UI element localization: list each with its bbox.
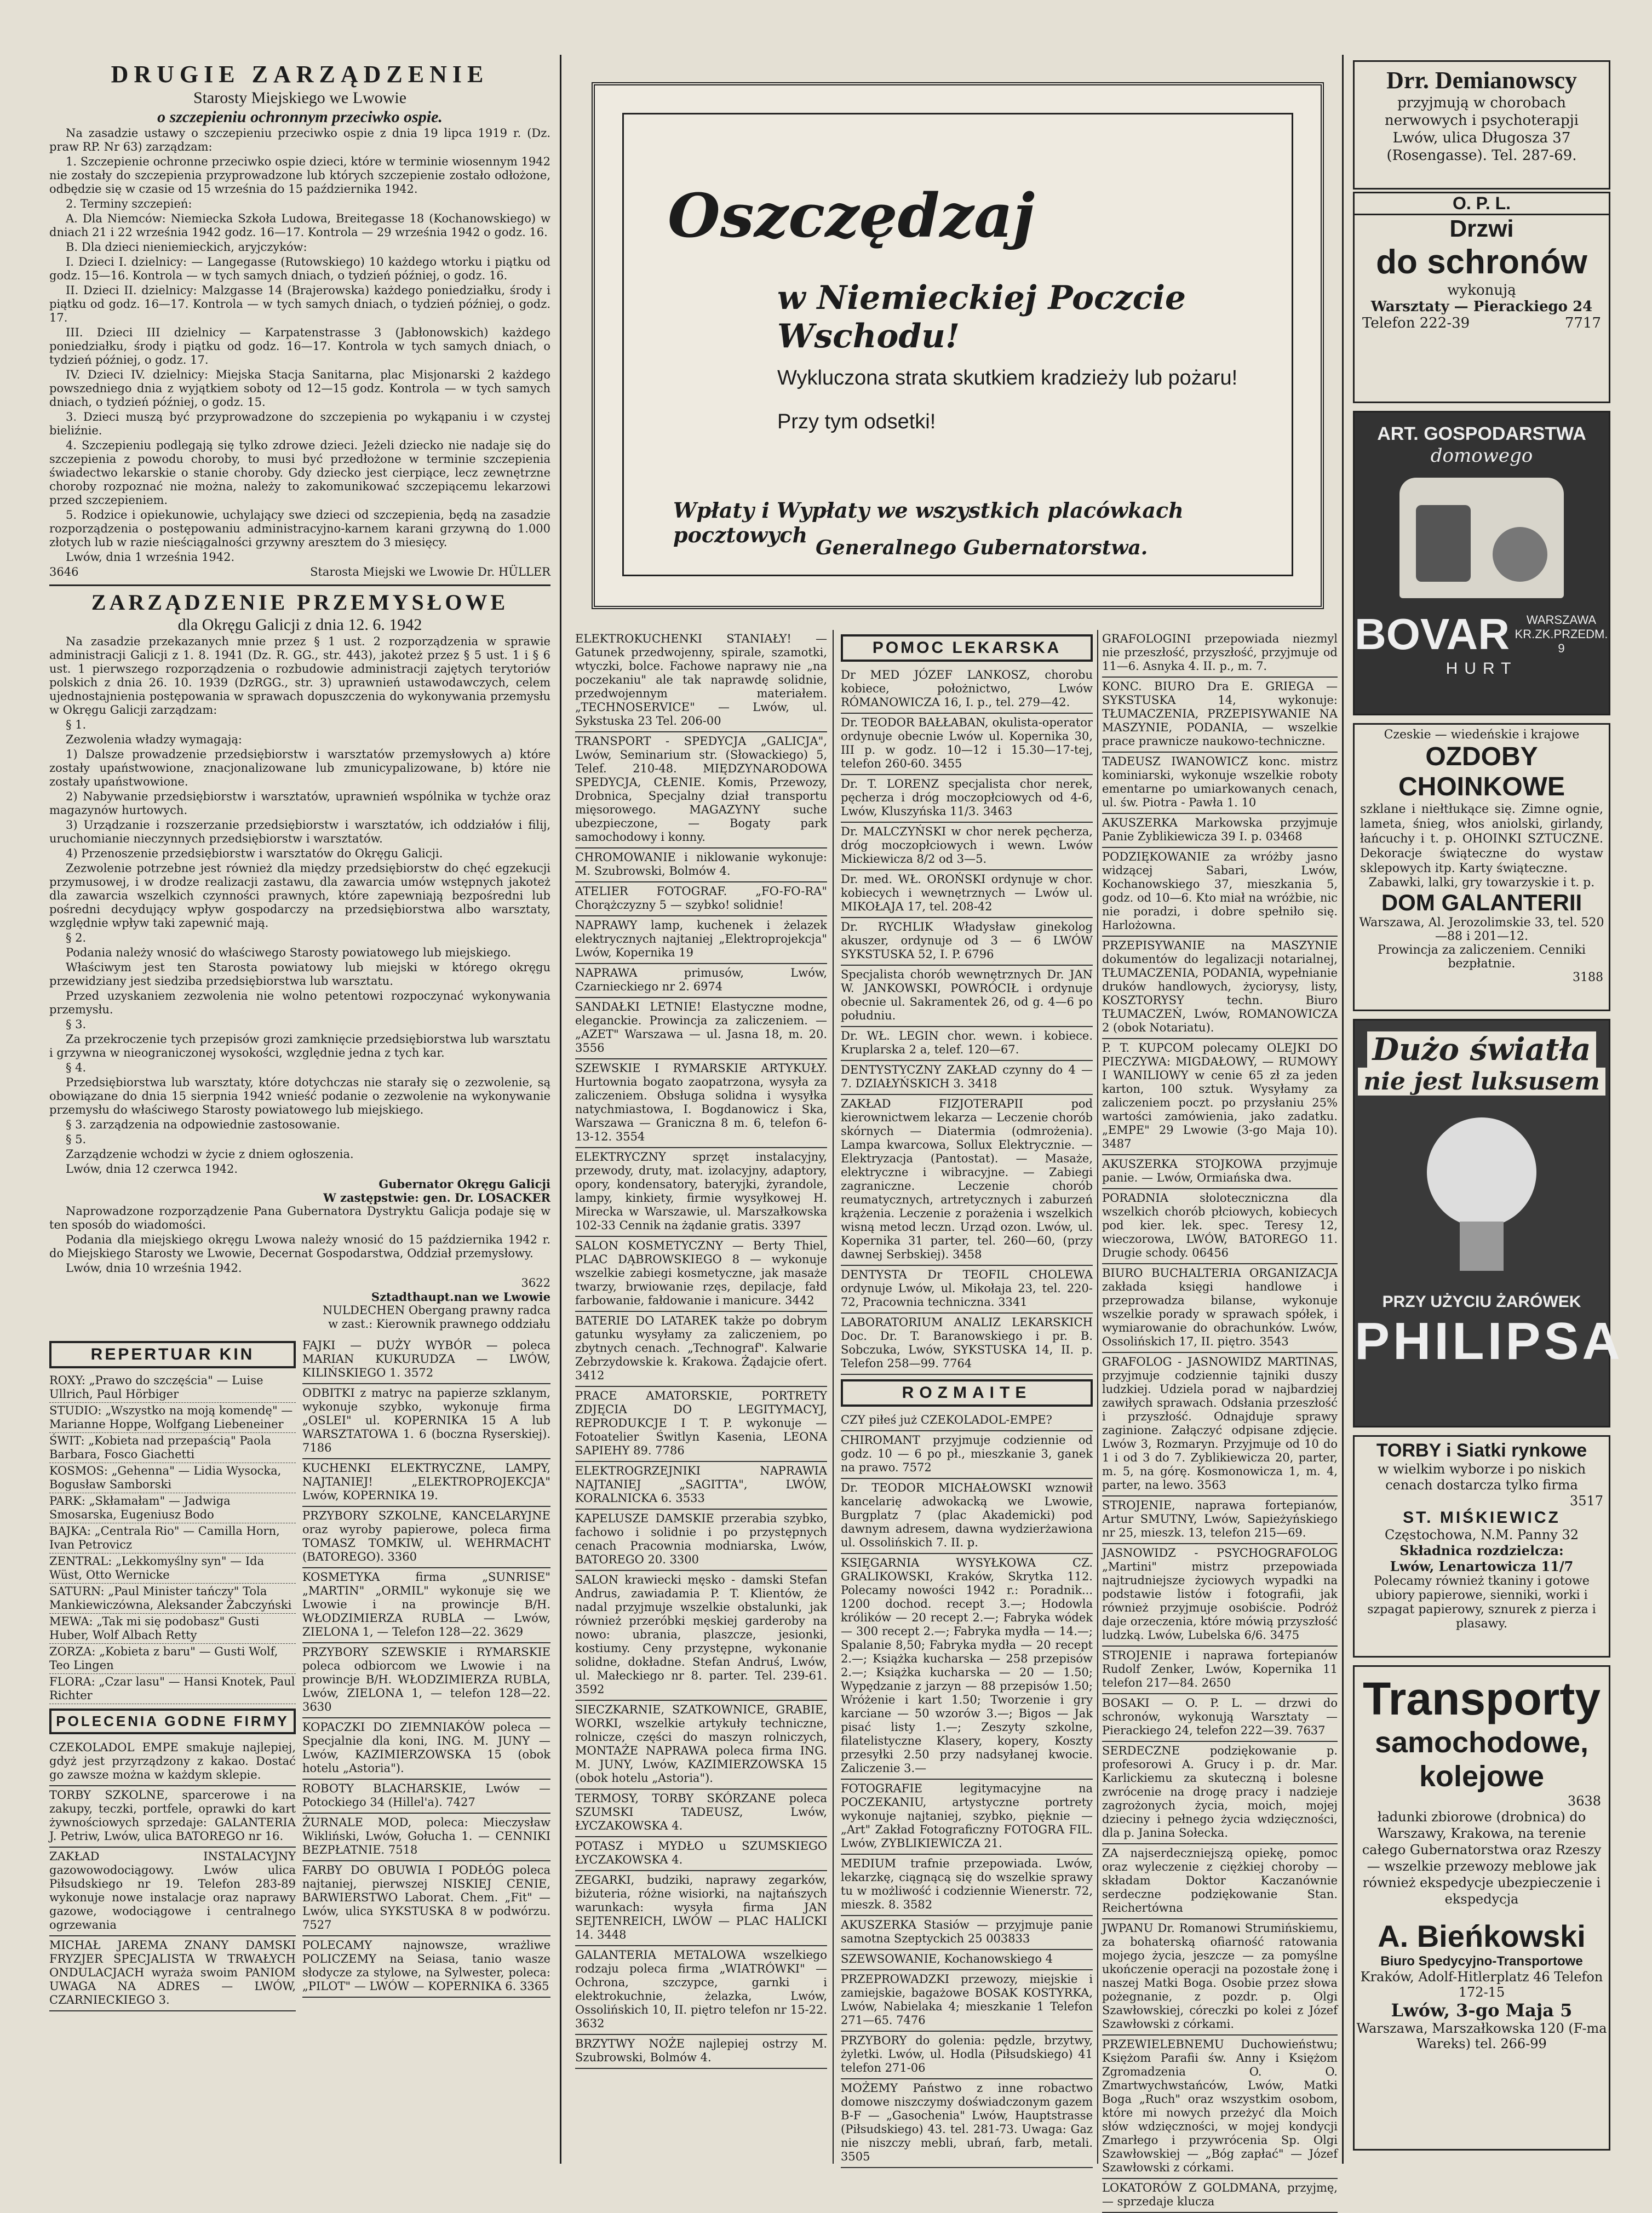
- ad-footer-2: Generalnego Gubernatorstwa.: [816, 536, 1148, 559]
- polecenia-title: POLECENIA GODNE FIRMY: [49, 1709, 296, 1734]
- column-2: [575, 630, 827, 2164]
- ad-item: MOŻEMY Państwo z inne robactwo domowe niszczymy doświadczonym gazem B-F — „Gasochenia" Lwów, Hauptstrasse (Piłsudskiego) 43. tel. 281-73. Uwaga: Gaz nie niszczy mebli, ubrań, farb, metali. 3505: [841, 2079, 1093, 2168]
- torby-addr: Częstochowa, N.M. Panny 32: [1384, 1527, 1579, 1543]
- ad-item: TORBY SZKOLNE, sparcerowe i na zakupy, teczki, portfele, oprawki do kart żywnościowych sprzedaje: GALANTERIA J. Petriw, Lwów, ulica BATOREGO nr 16.: [49, 1786, 296, 1848]
- ad-item: JWPANU Dr. Romanowi Strumińskiemu, za bohaterską ofiarność ratowania mojego życia, jeszcze — za pomyślne ukończenie operacji na pozostałe żonę i naszej Matki Boga. Osobie przez słowa pożegnanie, z pozdr. p. Olgi Szawłowskiej, córeczki po kolei z Józef Szawłowski z córkami.: [1102, 1919, 1338, 2036]
- ad-item: POTASZ i MYDŁO u SZUMSKIEGO ŁYCZAKOWSKA 4.: [575, 1837, 827, 1871]
- ad-item: PRACE AMATORSKIE, PORTRETY ZDJĘCIA DO LEGITYMACYJ, REPRODUKCJE I T. P. wykonuje — Fotoatelier Świtlyn Kasenia, LEONA SAPIEHY 89. 7786: [575, 1387, 827, 1462]
- ad-item: SALON KOSMETYCZNY — Berty Thiel, PLAC DĄBROWSKIEGO 8 — wykonuje wszelkie zabiegi kosmetyczne, jak masaże twarzy, brwiowanie rzęs, depilacje, fałd farbowanie, fałdowanie i manicure. 3442: [575, 1237, 827, 1312]
- opl-schron: do schronów: [1376, 243, 1587, 281]
- ad-item: NAPRAWA primusów, Lwów, Czarnieckiego nr 2. 6974: [575, 964, 827, 998]
- cinema-item: SATURN: „Paul Minister tańczy" Tola Mankiewiczówna, Aleksander Żabczyński: [49, 1584, 296, 1614]
- ad-item: CHROMOWANIE i niklowanie wykonuje: M. Szubrowski, Bolmów 4.: [575, 848, 827, 882]
- decree1-signer: Starosta Miejski we Lwowie Dr. HÜLLER: [310, 565, 550, 578]
- paragraph: 2) Nabywanie przedsiębiorstw i warsztatów, uprawnień wspólnika w tychże oraz magazynów hurtowych.: [49, 790, 550, 817]
- ad-item: AKUSZERKA Stasiów — przyjmuje panie samotna Szeptyckich 25 003833: [841, 1916, 1093, 1950]
- cinema-item: ZORZA: „Kobieta z baru" — Gusti Wolf, Teo Lingen: [49, 1644, 296, 1674]
- paragraph: Zezwolenie potrzebne jest również dla między przedsiębiorstw do chęć egzekucji przymusowej, i w drodze realizacji zastawu, dla zawarcia umów wstępnych jakoteż dla zawarcia wszelkich czynności prawnych, które zapewniają bezpośredni lub pośredni decydujący wpływ gospodarczy na przedsiębiorstwa albo warsztaty, względnie wpływ taki zapewnić mają.: [49, 862, 550, 930]
- ad-item: Dr. MALCZYŃSKI w chor nerek pęcherza, dróg moczopłciowych i wewn. Lwów Mickiewicza 8/2 od 3—5.: [841, 823, 1093, 870]
- paragraph: Przed uzyskaniem zezwolenia nie wolno petentowi rozpoczynać wykonywania przemysłu.: [49, 989, 550, 1016]
- column-rule: [560, 55, 561, 2164]
- ad-item: DENTYSTYCZNY ZAKŁAD czynny do 4 — 7. DZIAŁYŃSKICH 3. 3418: [841, 1061, 1093, 1095]
- post-savings-ad: [592, 82, 1324, 609]
- decree2-signature-4: NULDECHEN Obergang prawny radca: [322, 1304, 550, 1317]
- paragraph: 1) Dalsze prowadzenie przedsiębiorstw i warsztatów przemysłowych a) które zostały upaństwowione, znacjonalizowane lub zmunicypalizowane, b) które nie zostały upaństwowione.: [49, 748, 550, 788]
- paragraph: Naprowadzone rozporządzenie Pana Gubernatora Dystryktu Galicja podaje się w ten sposób do wiadomości.: [49, 1205, 550, 1231]
- paragraph: § 2.: [66, 931, 87, 944]
- ozdoby-title: OZDOBY CHOINKOWE: [1398, 742, 1565, 801]
- ad-item: KAPELUSZE DAMSKIE przerabia szybko, fachowo i solidnie i po przystępnych cenach Pracownia modniarska, Lwów, BATOREGO 20. 3300: [575, 1510, 827, 1571]
- ozdoby-no: 3188: [1573, 971, 1603, 984]
- ad-headline: Oszczędzaj: [668, 180, 1035, 251]
- ad-item: SZEWSOWANIE, Kochanowskiego 4: [841, 1950, 1093, 1970]
- pomoc-list: [841, 666, 1093, 1375]
- paragraph: II. Dzieci II. dzielnicy: Malzgasse 14 (Brajerowska) każdego poniedziałku, środy i piątku od godz. 16—17. Kontrola — w tych samych dniach, o tydzień później, o godz. 17.: [49, 284, 550, 324]
- demianowscy-ad: [1353, 60, 1610, 190]
- torby-text: w wielkim wyborze i po niskich cenach dostarcza tylko firma: [1377, 1461, 1586, 1493]
- ad-item: PRZYBORY SZEWSKIE i RYMARSKIE poleca odbiorcom we Lwowie i na prowincje B/H. WŁODZIMIERZA RUBLA, Lwów, ZIELONA 1, — telefon 128—22. 3630: [302, 1643, 550, 1718]
- torby-lwow: Lwów, Lenartowicza 11/7: [1390, 1558, 1574, 1574]
- paragraph: Lwów, dnia 12 czerwca 1942.: [66, 1162, 238, 1176]
- ad-item: Dr. RYCHLIK Władysław ginekolog akuszer, ordynuje od 3 — 6 LWÓW SYKSTUSKA 52, I. P. 6796: [841, 918, 1093, 966]
- bovar-addr: KR.ZK.PRZEDM. 9: [1515, 627, 1608, 655]
- transporty-lwow: Lwów, 3-go Maja 5: [1391, 2000, 1573, 2021]
- ad-item: FOTOGRAFIE legitymacyjne na POCZEKANIU, artystyczne portrety wykonuje najtaniej, szybko, pięknie — „Art" Zakład Fotograficzny FOTOGRA FIL. Lwów, ZYBLIKIEWICZA 21.: [841, 1780, 1093, 1855]
- ad-item: KUCHENKI ELEKTRYCZNE, LAMPY, NAJTANIEJ! „ELEKTROPROJEKCJA" Lwów, KOPERNIKA 19.: [302, 1459, 550, 1507]
- ad-item: BRZYTWY NOŻE najlepiej ostrzy M. Szubrowski, Bolmów 4.: [575, 2035, 827, 2069]
- ad-item: NAPRAWY lamp, kuchenek i żelazek elektrycznych najtaniej „Elektroprojekcja" Lwów, Kopernika 19: [575, 916, 827, 964]
- paragraph: I. Dzieci I. dzielnicy: — Langegasse (Rutowskiego) 10 każdego wtorku i piątku od godz. 15—16. Kontrola — w tych samych dniach, o tydzień później, o godz. 16.: [49, 255, 550, 282]
- ad-item: BATERIE DO LATAREK także po dobrym gatunku wysyłamy za zaliczeniem, po zbytnych cenach. „Technograf". Kalwarie Zebrzydowskie k. Krakowa. Żądajcie ofert. 3412: [575, 1312, 827, 1387]
- torby-name: ST. MIŚKIEWICZ: [1403, 1509, 1561, 1527]
- bovar-ad: [1353, 411, 1610, 715]
- paragraph: Na zasadzie przekazanych mnie przez § 1 ust. 2 rozporządzenia w sprawie administracji Galicji z 1. 8. 1941 (Dz. R. GG., str. 443), jakoteż przez § 5 ust. 1 i § 6 ust. 1 pierwszego rozporządzenia o rozbudowie administracji zajętych terytoriów polskich z dnia 26. 10. 1939 (DzRGG., str. 3) uprawnień ustawodawczych, celem ujednostajnienia postępowania w sprawach dopuszczenia do wykonywania przemysłu w Okręgu Galicji zarządzam:: [49, 635, 550, 716]
- paragraph: Właściwym jest ten Starosta powiatowy lub miejski w którego okręgu przewidziany jest siedziba przedsiębiorstwa lub warsztatu.: [49, 961, 550, 988]
- cinema-item: KOSMOS: „Gehenna" — Lidia Wysocka, Bogusław Samborski: [49, 1463, 296, 1493]
- paragraph: § 5.: [66, 1133, 87, 1146]
- bovar-hurt: HURT: [1446, 660, 1518, 678]
- ad-item: LOKATORÓW Z GOLDMANA, przyjmę, — sprzedaje klucza: [1102, 2179, 1338, 2213]
- bovar-row: [1355, 609, 1609, 660]
- ad-item: JASNOWIDZ - PSYCHOGRAFOLOG „Martini" mistrz przepowiada najtrudniejsze życiowych wypadki na podstawie listów i fotografii, jak również przyjmuje osobiście. Podróż daje orzeczenia, które mówią przyszłość ludzką. Lwów, Lubelska 6/6. 3475: [1102, 1544, 1338, 1647]
- ad-item: BOSAKI — O. P. L. — drzwi do schronów, wykonują Warsztaty — Pierackiego 24, telefon 222—39. 7637: [1102, 1694, 1338, 1742]
- bovar-city: WARSZAWA: [1526, 613, 1597, 627]
- ad-item: SIECZKARNIE, SZATKOWNICE, GRABIE, WORKI, wszelkie artykuły techniczne, rolnicze, części do maszyn rolniczych, MONTAŻE NAPRAWA poleca firma ING. M. JUNY, Lwów, KAZIMIERZOWSKA 15 (obok hotelu „Astoria").: [575, 1701, 827, 1790]
- ad-item: PODZIĘKOWANIE za wróżby jasno widzącej Sabari, Lwów, Kochanowskiego 37, mieszkania 5, godz. od 10—6. Kto miał na wróżbie, nic nie poradzi, i dobre spełniło się. Harlożowna.: [1102, 848, 1338, 937]
- demianowscy-title: Drr. Demianowscy: [1386, 67, 1577, 94]
- ad-item: STROJENIE i naprawa fortepianów Rudolf Zenker, Lwów, Kopernika 11 telefon 217—84. 2650: [1102, 1647, 1338, 1694]
- paragraph: Podania należy wnosić do właściwego Starosty powiatowego lub miejskiego.: [66, 946, 511, 959]
- cinema-item: ZENTRAL: „Lekkomyślny syn" — Ida Wüst, Otto Wernicke: [49, 1553, 296, 1584]
- decree2-body-2: [49, 1205, 550, 1275]
- column-2b: [302, 1337, 550, 2011]
- ad-item: Dr MED JÓZEF LANKOSZ, chorobu kobiece, położnictwo, Lwów RÓMANOWICZA 16, I. p., tel. 279—42.: [841, 666, 1093, 714]
- decree1-subtitle: Starosty Miejskiego we Lwowie: [193, 89, 407, 107]
- ad-item: AKUSZERKA STOJKOWA przyjmuje panie. — Lwów, Ormiańska dwa.: [1102, 1155, 1338, 1189]
- ad-footer-1: Wpłaty i Wypłaty we wszystkich placówkach pocztowych: [673, 498, 1184, 547]
- demianowscy-text: przyjmują w chorobach nerwowych i psychoterapji Lwów, ulica Długosza 37 (Rosengasse). Tel. 287-69.: [1385, 95, 1579, 164]
- paragraph: Podania dla miejskiego okręgu Lwowa należy wnosić do 15 października 1942 r. do Miejskiego Starosty we Lwowie, Decernat Gospodarstwa, Oddział przemysłowy.: [49, 1233, 550, 1260]
- transporty-text: ładunki zbiorowe (drobnica) do Warszawy, Krakowa, na terenie całego Gubernatorstwa oraz Rzeszy — wszelkie przewozy meblowe jak również ekspedycje ubezpieczenie i ekspedycja: [1362, 1809, 1602, 1907]
- rozmaite-list: [841, 1411, 1093, 2168]
- decree2-subtitle: dla Okręgu Galicji z dnia 12. 6. 1942: [177, 616, 422, 634]
- household-items-illustration: [1399, 478, 1564, 598]
- ad-item: GALANTERIA METALOWA wszelkiego rodzaju poleca firma „WIATRÓWKI" — Ochrona, szczypce, garnki i elektrokuchnie, żelazka, Lwów, Ossolińskich 10, II. piętro telefon nr 15-22. 3632: [575, 1946, 827, 2035]
- ad-item: ŻURNALE MOD, poleca: Mieczysław Wikliński, Lwów, Gołucha 1. — CENNIKI BEZPŁATNIE. 7518: [302, 1814, 550, 1861]
- ad-item: SERDECZNE podziękowanie p. profesorowi A. Grucy i p. dr. Mar. Karlickiemu za skuteczną i bolesne zwrócenie na drogę pracy i nadzieje zagrożonych życia, moich, mojej dzieciny i pełnego życia wdzięczności, dla p. Janina Sołecka.: [1102, 1742, 1338, 1844]
- transporty-krak: Kraków, Adolf-Hitlerplatz 46 Telefon 172-15: [1360, 1969, 1603, 2000]
- transporty-title: Transporty: [1362, 1673, 1601, 1724]
- transporty-name: A. Bieńkowski: [1378, 1919, 1586, 1953]
- paragraph: § 3.: [66, 1018, 87, 1031]
- paragraph: 2. Terminy szczepień:: [66, 197, 192, 210]
- ad-item: BIURO BUCHALTERIA ORGANIZACJA zakłada księgi handlowe i przeprowadza bilanse, wykonuje wszelkie porady w sprawach spółek, i wymiarowanie do obrachunków. Lwów, Ossolińskich 17, II. piętro. 3543: [1102, 1264, 1338, 1353]
- paragraph: § 3. zarządzenia na odpowiednie zastosowanie.: [66, 1118, 340, 1131]
- ad-item: PORADNIA słoloteczniczna dla wszelkich chorób płciowych, kobiecych pod kier. lek. spec. Teresy 12, wieczorowa, LWÓW, BATOREGO 11. Drugie schody. 06456: [1102, 1189, 1338, 1264]
- transporty-no: 3638: [1567, 1793, 1601, 1809]
- bulb-illustration: [1416, 1117, 1547, 1282]
- ad-item: PRZEPROWADZKI przewozy, miejskie i zamiejskie, bagażowe BOSAK KOSTYRKA, Lwów, Nabielaka 4; mieszkanie 1 Telefon 271—65. 7476: [841, 1970, 1093, 2032]
- philips-slogan-2: nie jest luksusem: [1358, 1068, 1605, 1096]
- ad-item: P. T. KUPCOM polecamy OLEJKI DO PIECZYWA: MIGDAŁOWY, — RUMOWY I WANILIOWY w cenie 65 zł za jeden karton, 100 sztuk. Wysyłamy za zaliczeniem poczt. po przysłaniu 25% wartości zamówienia, jako zadatku. „EMPE" 29 Lwowie (3-go Maja 10). 3487: [1102, 1039, 1338, 1155]
- decree1-subtitle-2: o szczepieniu ochronnym przeciwko ospie.: [157, 108, 443, 126]
- ad-item: ODBITKI z matryc na papierze szklanym, wykonuje szybko, wykonuje firma „OSLEI" ul. KOPERNIKA 15 A lub WARSZTATOWA 1. 6 (boczna Ryserskiej). 7186: [302, 1384, 550, 1459]
- paragraph: 4. Szczepieniu podlegają się tylko zdrowe dzieci. Jeżeli dziecko nie nadaje się do szczepienia z powodu choroby, to musi być przedłożone w terminie szczepienia świadectwo lekarskie o stanie choroby. Gdy dziecko jest cierpiące, lecz zewnętrzne choroby rozpoznać nie można, należy to zakomunikować szczepiącemu lekarzowi przed szczepieniem.: [49, 439, 550, 507]
- ozdoby-dom: DOM GALANTERII: [1381, 890, 1582, 915]
- column-1: [49, 60, 550, 2186]
- decree2-signature-5: w zast.: Kierownik prawnego oddziału: [328, 1317, 550, 1331]
- decree2-signature-1: Gubernator Okręgu Galicji: [378, 1177, 550, 1191]
- ad-item: CZEKOLADOL EMPE smakuje najlepiej, gdyż jest przyrządzony z kakao. Dostać go zawsze można w każdym sklepie.: [49, 1739, 296, 1786]
- philips-name: PHILIPSA: [1355, 1312, 1624, 1371]
- ozdoby-top: Czeskie — wiedeńskie i krajowe: [1384, 728, 1580, 742]
- decree1-title: DRUGIE ZARZĄDZENIE: [111, 61, 489, 88]
- paragraph: Lwów, dnia 1 września 1942.: [66, 551, 235, 564]
- ad-item: AKUSZERKA Markowska przyjmuje Panie Zyblikiewicza 39 I. p. 03468: [1102, 814, 1338, 848]
- transporty-sub-2: kolejowe: [1419, 1760, 1545, 1793]
- ozdoby-prov: Prowincja za zaliczeniem. Cenniki bezpłatnie.: [1378, 943, 1586, 971]
- paragraph: Zezwolenia władzy wymagają:: [66, 733, 242, 746]
- ad-line-1: Wykluczona strata skutkiem kradzieży lub pożaru!: [777, 366, 1238, 389]
- paragraph: Zarządzenie wchodzi w życie z dniem ogłoszenia.: [66, 1148, 354, 1161]
- ad-item: MICHAŁ JAREMA ZNANY DAMSKI FRYZJER SPECJALISTA W TRWAŁYCH ONDULACJACH wyraża swoim PANIOM UWAGA NA ADRES — LWÓW, CZARNIECKIEGO 3.: [49, 1936, 296, 2011]
- column-5: [1353, 60, 1624, 2186]
- ad-item: Specjalista chorób wewnętrznych Dr. JAN W. JANKOWSKI, POWRÓCIŁ i ordynuje obecnie ul. Sakramentek 26, od g. 4—6 po południu.: [841, 966, 1093, 1027]
- paragraph: § 4.: [66, 1061, 87, 1074]
- ad-item: KSIĘGARNIA WYSYŁKOWA CZ. GRALIKOWSKI, Kraków, Skrytka 112. Polecamy nowości 1942 r.: Poradnik... 1200 dochod. recept 3.—; Hodowla królików — 20 recept 2.—; Fabryka wódek — 300 recept 2.—; Fabryka mydła — 14.—; Spalanie 8,50; Fabryka mydła — 20 recept 2.—; Książka kucharska — 258 przepisów 2.—; Książka kucharska — 20 — 1.50; Wypędzanie z jarzyn — 88 przepisów 1.50; Wróżenie i kart 1.50; Tworzenie i gry karciane — 50 wzorów 3.—; Bigos — Jak pisać listy 1.—; Zeszyty szkolne, filatelistyczne Klasery, kopery, Koszty przesyłki 2.50 przy nadsyłanej kwocie. Zaliczenie 3.—: [841, 1554, 1093, 1780]
- paragraph: 1. Szczepienie ochronne przeciwko ospie dzieci, które w terminie wiosennym 1942 nie zostały do szczepienia przyprowadzone lub których szczepienie zostało odłożone, odbędzie się w czasie od 15 września do 15 października 1942.: [49, 155, 550, 196]
- ad-item: PRZEPISYWANIE na MASZYNIE dokumentów do legalizacji notarialnej, TŁUMACZENIA, PODANIA, wypełnianie druków handlowych, życiorysy, listy, KOSZTORYSY techn. Biuro TŁUMACZEŃ, Lwów, ROMANOWICZA 2 (obok Notariatu).: [1102, 937, 1338, 1039]
- decree2-body: [49, 635, 550, 1176]
- cinema-item: ROXY: „Prawo do szczęścia" — Luise Ullrich, Paul Hörbiger: [49, 1373, 296, 1403]
- ozdoby-zabawki: Zabawki, lalki, gry towarzyskie i t. p.: [1368, 876, 1595, 890]
- ad-item: LABORATORIUM ANALIZ LEKARSKICH Doc. Dr. T. Baranowskiego i pr. B. Sobczuka, Lwów, SYKSTUSKA 14, II. p. Telefon 258—99. 7764: [841, 1314, 1093, 1375]
- ad-item: GRAFOLOG - JASNOWIDZ MARTINAS, przyjmuje codziennie tajniki duszy ludzkiej. Udziela porad w najbardziej zawiłych sprawach. Odsłania przeszłość i przyszłość. Odnajduje sprawy zaginione. Załączyć odpisane zdjęcie. Lwów 3, Rozmaryn. Przyjmuje od 10 do 1 i od 3 do 7. Zyblikiewicza 20, parter, m. 5, na górę. Kosmonowicza 1, m. 4, parter, na lewo. 3563: [1102, 1353, 1338, 1497]
- ad-item: PRZYBORY SZKOLNE, KANCELARYJNE oraz wyroby papierowe, poleca firma TOMASZ TOMKIW, ul. WEHRMACHT (BATOREGO). 3360: [302, 1507, 550, 1568]
- ad-item: ELEKTROKUCHENKI STANIAŁY! — Gatunek przedwojenny, spirale, szamotki, wtyczki, bolce. Fachowe naprawy nie „na poczekaniu" ale tak naprawdę solidnie, przedwojennym materiałem. „TECHNOSERVICE" — Lwów, ul. Sykstuska 23 Tel. 206-00: [575, 630, 827, 732]
- ad-item: TADEUSZ IWANOWICZ konc. mistrz kominiarski, wykonuje wszelkie roboty ementarne po umiarkowanych cenach, ul. św. Piotra - Pawła 1. 10: [1102, 753, 1338, 814]
- ad-item: Dr. WŁ. LEGIN chor. wewn. i kobiece. Kruplarska 2 a, telef. 120—67.: [841, 1027, 1093, 1061]
- ad-item: CHIROMANT przyjmuje codziennie od godz. 10 — 6 po pł., mieszkanie 3, ganek na prawo. 7572: [841, 1431, 1093, 1479]
- transporty-ad: [1353, 1665, 1610, 2151]
- ozdoby-text: szklane i niełtłukące się. Zimne ognie, lameta, śnieg, włos aniolski, girlandy, łańcuchy i t. p. OHOINKI SZTUCZNE. Dekoracje świąteczne do wystaw sklepowych itp. Karty świąteczne.: [1360, 802, 1603, 875]
- ad-item: KONC. BIURO Dra E. GRIEGA — SYKSTUSKA 14, wykonuje: TŁUMACZENIA, PRZEPISYWANIE NA MASZYNIE, PODANIA, — wszelkie prace prawnicze naukowo-techniczne.: [1102, 678, 1338, 753]
- cinema-item: MEWA: „Tak mi się podobasz" Gusti Huber, Wolf Albach Retty: [49, 1614, 296, 1644]
- opl-no: 7717: [1564, 315, 1601, 331]
- ad-item: POLECAMY najnowsze, wrażliwe POLICZEMY na Seiasa, tanio wasze słodycze za stylowe, na Sylwester, poleca: „PILOT" — LWÓW — KOPERNIKA 6. 3365: [302, 1936, 550, 1998]
- torby-ad: [1353, 1435, 1610, 1658]
- philips-ad: [1353, 1019, 1624, 1427]
- column-4: [1102, 630, 1338, 2208]
- ad-item: ELEKTRYCZNY sprzęt instalacyjny, przewody, druty, mat. izolacyjny, adaptory, opory, kondensatory, bateryjki, żyrandole, lampy, kinkiety, firmie wysyłkowej H. Mirecka w Warszawie, ul. Marszałkowska 102-33 Cennik na żądanie gratis. 3397: [575, 1148, 827, 1237]
- ad-item: ATELIER FOTOGRAF. „FO-FO-RA" Chorążczyzny 5 — szybko! solidnie!: [575, 882, 827, 916]
- cinema-item: ŚWIT: „Kobieta nad przepaścią" Paola Barbara, Fosco Giachetti: [49, 1433, 296, 1463]
- transporty-wars: Warszawa, Marszałkowska 120 (F-ma Wareks) tel. 266-99: [1356, 2021, 1607, 2051]
- column-rule: [833, 630, 834, 2164]
- paragraph: B. Dla dzieci nieniemieckich, aryjczyków:: [66, 240, 307, 254]
- ad-item: SANDAŁKI LETNIE! Elastyczne modne, eleganckie. Prowincja za zaliczeniem. — „AZET" Warszawa — ul. Jasna 18, m. 20. 3556: [575, 998, 827, 1059]
- ad-item: SZEWSKIE I RYMARSKIE ARTYKUŁY. Hurtownia bogato zaopatrzona, wysyła za zaliczeniem. Obsługa solidna i wysyłka natychmiastowa, I. Bogdanowicz i Ska, Warszawa — Graniczna 8 m. 6, telefon 6-13-12. 3554: [575, 1059, 827, 1148]
- decree2-number: 3622: [521, 1276, 550, 1289]
- ad-item: ZAKŁAD INSTALACYJNY gazowowodociągowy. Lwów ulica Piłsudskiego nr 19. Telefon 283-89 wykonuje nowe instalacje oraz naprawy gazowe, wodociągowe i centralnego ogrzewania: [49, 1848, 296, 1936]
- paragraph: III. Dzieci III dzielnicy — Karpatenstrasse 3 (Jabłonowskich) każdego poniedziałku, środy i piątku od godz. 16—17. Kontrola w tych samych dniach, o tydzień później, o godz. 17.: [49, 326, 550, 366]
- ad-item: Dr. T. LORENZ specjalista chor nerek, pęcherza i dróg moczopłciowych od 4-6, Lwów, Kluszyńska 11/3. 3463: [841, 775, 1093, 823]
- torby-sklad: Składnica rozdzielcza:: [1399, 1543, 1564, 1558]
- bovar-domowego: domowego: [1430, 445, 1533, 467]
- ad-item: CZY piłeś już CZEKOLADOL-EMPE?: [841, 1411, 1093, 1431]
- decree2-signature-2: W zastępstwie: gen. Dr. LOSACKER: [323, 1191, 550, 1205]
- decree1-number: 3646: [49, 565, 79, 578]
- decree2-title: ZARZĄDZENIE PRZEMYSŁOWE: [91, 590, 509, 615]
- paragraph: 3) Urządzanie i rozszerzanie przedsiębiorstw i warsztatów, ich oddziałów i filij, uruchomianie nieczynnych przedsiębiorstw i warsztatów.: [49, 818, 550, 845]
- paragraph: Na zasadzie ustawy o szczepieniu przeciwko ospie z dnia 19 lipca 1919 r. (Dz. praw RP. Nr 63) zarządzam:: [49, 127, 550, 153]
- column-3: [841, 630, 1093, 2164]
- paragraph: Lwów, dnia 10 września 1942.: [66, 1262, 242, 1275]
- ad-item: FAJKI — DUŻY WYBÓR — poleca MARIAN KUKURUDZA — LWÓW, KILIŃSKIEGO 1. 3572: [302, 1337, 550, 1384]
- ad-item: Dr. TEODOR MICHAŁOWSKI wznowił kancelarię adwokacką we Lwowie, Burgplatz 7 (plac Akademicki) pod dawnym adresem, dawna wydzierżawiona ul. Ossolińskich 7. II. p.: [841, 1479, 1093, 1554]
- cinema-item: STUDIO: „Wszystko na moją komendę" — Marianne Hoppe, Wolfgang Liebeneiner: [49, 1403, 296, 1433]
- ad-item: TRANSPORT - SPEDYCJA „GALICJA", Lwów, Seminarium str. (Słowackiego) 5, Telef. 210-48. MIĘDZYNARODOWA SPEDYCJA, CŁENIE. Komis, Przewozy, Drobnica, Specjalny dział transportu mięsorowego. MAGAZYNY suche ubezpieczone, — Bogaty park samochodowy i konny.: [575, 732, 827, 848]
- paragraph: Przedsiębiorstwa lub warsztaty, które dotychczas nie starały się o zezwolenie, są obowiązane do dnia 15 sierpnia 1942 wnieść podanie o zezwolenie na wykonywanie przemysłu do właściwego Starosty powiatowego lub miejskiego.: [49, 1076, 550, 1116]
- ad-item: TERMOSY, TORBY SKÓRZANE poleca SZUMSKI TADEUSZ, Lwów, ŁYCZAKOWSKA 4.: [575, 1790, 827, 1837]
- decree1-body: [49, 127, 550, 564]
- opl-ad: [1353, 192, 1610, 403]
- ad-item: STROJENIE, naprawa fortepianów, Artur SMUTNY, Lwów, Sapieżyńskiego nr 25, mieszk. 13, telefon 215—69.: [1102, 1497, 1338, 1544]
- rozmaite-title: ROZMAITE: [841, 1379, 1093, 1407]
- ad-item: DENTYSTA Dr TEOFIL CHOLEWA ordynuje Lwów, ul. Mikołaja 23, tel. 220-72, Pracownia techniczna. 3341: [841, 1266, 1093, 1314]
- ad-item: Dr. med. WŁ. OROŃSKI ordynuje w chor. kobiecych i wewnętrznych — Lwów ul. MIKOŁAJA 17, tel. 208-42: [841, 870, 1093, 918]
- opl-tel-row: [1355, 315, 1609, 331]
- repertuar-title: REPERTUAR KIN: [49, 1341, 296, 1368]
- opl-title: O. P. L.: [1355, 193, 1609, 215]
- decree1-signature: [49, 565, 550, 579]
- polecenia-list: [49, 1739, 296, 2011]
- ad-item: ZAKŁAD FIZJOTERAPII pod kierownictwem lekarza — Leczenie chorób skórnych — Diatermia (odmrożenia). Lampa kwarcowa, Sollux Elektrycznie. — Elektryzacja (Pantostat). — Masaże, elektryczne i wibracyjne. — Zabiegi zagraniczne. Leczenie chorób reumatycznych, artretycznych i zaburzeń krążenia. Leczenie z porażenia i wszelkich wisną metod leczn. Urząd ozon. Lwów, ul. Kopernika 31 parter, tel. 260—60, (przy dawnej Serbskiej). 3458: [841, 1095, 1093, 1266]
- ad-item: PRZEWIELEBNEMU Duchowieństwu; Księżom Parafii św. Anny i Księżom Zgromadzenia O. O. Zmartwychwstańców, Lwów, Matki Boga „Ruch" oraz wszystkim osobom, które mi nowych przeżyć dla Moich słów wdzięczności, w mojej kondycji Zmarłego i przywrócenia Sp. Olgi Szawłowskiej — „Bóg zapłać" — Józef Szawłowski z córkami.: [1102, 2036, 1338, 2179]
- ad-item: SALON krawiecki męsko - damski Stefan Andrus, zawiadamia P. T. Klientów, że nadal przyjmuje wszelkie obstalunki, jak również przeróbki męskiej garderoby na nowo: ubrania, plaszcze, jesionki, kostiumy. Ceny przystępne, wykonanie solidne, dokładne. Stefan Andruś, Lwów, ul. Małeckiego nr 8. parter. Tel. 239-61. 3592: [575, 1571, 827, 1701]
- decree2-signature-3: Sztadthaupt.nan we Lwowie: [371, 1290, 550, 1304]
- opl-tel: Telefon 222-39: [1362, 315, 1470, 331]
- divider: [49, 584, 550, 586]
- column-rule: [1097, 630, 1098, 2164]
- ad-item: ELEKTROGRZEJNIKI NAPRAWIA NAJTANIEJ „SAGITTA", LWÓW, KORALNICKA 6. 3533: [575, 1462, 827, 1510]
- ad-item: ZEGARKI, budziki, naprawy zegarków, biżuteria, różne wisiorki, na najtańszych warunkach: wysyła firma JAN SEJTENREICH, LWÓW — PLAC HALICKI 14. 3448: [575, 1871, 827, 1946]
- opl-warsztaty: Warsztaty — Pierackiego 24: [1370, 299, 1593, 315]
- cinema-item: BAJKA: „Centrala Rio" — Camilla Horn, Ivan Petrovicz: [49, 1523, 296, 1553]
- pomoc-title: POMOC LEKARSKA: [841, 634, 1093, 662]
- paragraph: § 1.: [66, 718, 87, 731]
- ad-item: ZA najserdeczniejszą opiekę, pomoc oraz wyleczenie z ciężkiej choroby — składam Doktor Kaczanównie serdeczne podziękowanie Stan. Reichertówna: [1102, 1844, 1338, 1919]
- paragraph: IV. Dzieci IV. dzielnicy: Miejska Stacja Sanitarna, plac Misjonarski 2 każdego powszedniego dnia z wyjątkiem soboty od 12—15 godz. Kontrola — w tych samych dniach, o tydzień później, o godz. 15.: [49, 368, 550, 409]
- paragraph: 4) Przenoszenie przedsiębiorstw i warsztatów do Okręgu Galicji.: [66, 847, 443, 860]
- ad-item: KOPACZKI DO ZIEMNIAKÓW poleca — Specjalnie dla koni, ING. M. JUNY — Lwów, KAZIMIERZOWSKA 15 (obok hotelu „Astoria").: [302, 1718, 550, 1780]
- ad-item: Dr. TEODOR BAŁŁABAN, okulista-operator ordynuje obecnie Lwów ul. Kopernika 30, III p. w godz. 10—12 i 15.30—17-tej, telefon 260-60. 3455: [841, 714, 1093, 775]
- ozdoby-addr: Warszawa, Al. Jerozolimskie 33, tel. 520—88 i 201—12.: [1359, 916, 1604, 943]
- torby-text-2: Polecamy również tkaniny i gotowe ubiory papierowe, sienniki, worki i szpagat papierowy, sznurek z pierza i plasawy.: [1367, 1574, 1596, 1631]
- paragraph: 3. Dzieci muszą być przyprowadzone do szczepienia po wykąpaniu i w czystej bieliźnie.: [49, 410, 550, 437]
- cinema-item: PARK: „Skłamałam" — Jadwiga Smosarska, Eugeniusz Bodo: [49, 1493, 296, 1523]
- paragraph: Za przekroczenie tych przepisów grozi zamknięcie przedsiębiorstwa lub warsztatu i grzywna w nieograniczonej wysokości, względnie jedna z tych kar.: [49, 1033, 550, 1059]
- transporty-sub-1: samochodowe,: [1374, 1726, 1589, 1759]
- ozdoby-ad: [1353, 723, 1610, 1011]
- ad-item: GRAFOLOGINI przepowiada niezmyl nie przeszłość, przyszłość, przyjmuje od 11—6. Asnyka 4. II. p., m. 7.: [1102, 630, 1338, 678]
- column-rule: [1342, 55, 1344, 2164]
- opl-drzwi: Drzwi: [1449, 215, 1514, 242]
- opl-wyk: wykonują: [1447, 282, 1516, 299]
- transporty-firm: Biuro Spedycyjno-Transportowe: [1380, 1954, 1583, 1969]
- philips-przy: PRZY UŻYCIU ŻARÓWEK: [1382, 1293, 1581, 1311]
- cinema-item: FLORA: „Czar lasu" — Hansi Knotek, Paul Richter: [49, 1674, 296, 1704]
- ad-item: FARBY DO OBUWIA I PODŁÓG poleca najtaniej, pierwszej NISKIEJ CENIE, BARWIERSTWO Laborat. Chem. „Fit" — Lwów, ulica SYKSTUSKA 8 w podwórzu. 7527: [302, 1861, 550, 1936]
- torby-no: 3517: [1569, 1493, 1603, 1509]
- paragraph: 5. Rodzice i opiekunowie, uchylający swe dzieci od szczepienia, będą na zasadzie rozporządzenia o postępowaniu administracyjno-karnem karani grzywną do 1.000 złotych lub w razie nieściągalności grzywny aresztem do 3 miesięcy.: [49, 508, 550, 549]
- ad-line-2: Przy tym odsetki!: [777, 410, 936, 433]
- ad-item: MEDIUM trafnie przepowiada. Lwów, lekarzkę, ciągnącą się do wszelkie sprawy tu w możliwość i codziennie Wienerstr. 72, mieszk. 8. 3582: [841, 1855, 1093, 1916]
- ad-item: PRZYBORY do golenia: pędzle, brzytwy, żyletki. Lwów, ul. Hodla (Piłsudskiego) 41 telefon 271-06: [841, 2032, 1093, 2079]
- repertuar-section: [49, 1337, 296, 2011]
- ad-item: ROBOTY BLACHARSKIE, Lwów — Potockiego 34 (Hillel'a). 7427: [302, 1780, 550, 1814]
- ad-item: KOSMETYKA firma „SUNRISE" „MARTIN" „ORMIL" wykonuje się we Lwowie i na prowincje B/H. WŁODZIMIERZA RUBLA — Lwów, ZIELONA 1, — Telefon 128—22. 3629: [302, 1568, 550, 1643]
- bovar-art: ART. GOSPODARSTWA: [1377, 423, 1586, 444]
- philips-slogan-1: Dużo światła: [1367, 1031, 1597, 1068]
- paragraph: A. Dla Niemców: Niemiecka Szkoła Ludowa, Breitegasse 18 (Kochanowskiego) w dniach 21 i 22 września 1942 godz. 16—17. Kontrola — 29 września 1942 o godz. 16.: [49, 212, 550, 239]
- repertuar-list: [49, 1373, 296, 1704]
- torby-title: TORBY i Siatki rynkowe: [1376, 1440, 1587, 1461]
- ad-subline: w Niemieckiej Poczcie Wschodu!: [777, 279, 1186, 356]
- bovar-name: BOVAR: [1355, 610, 1510, 658]
